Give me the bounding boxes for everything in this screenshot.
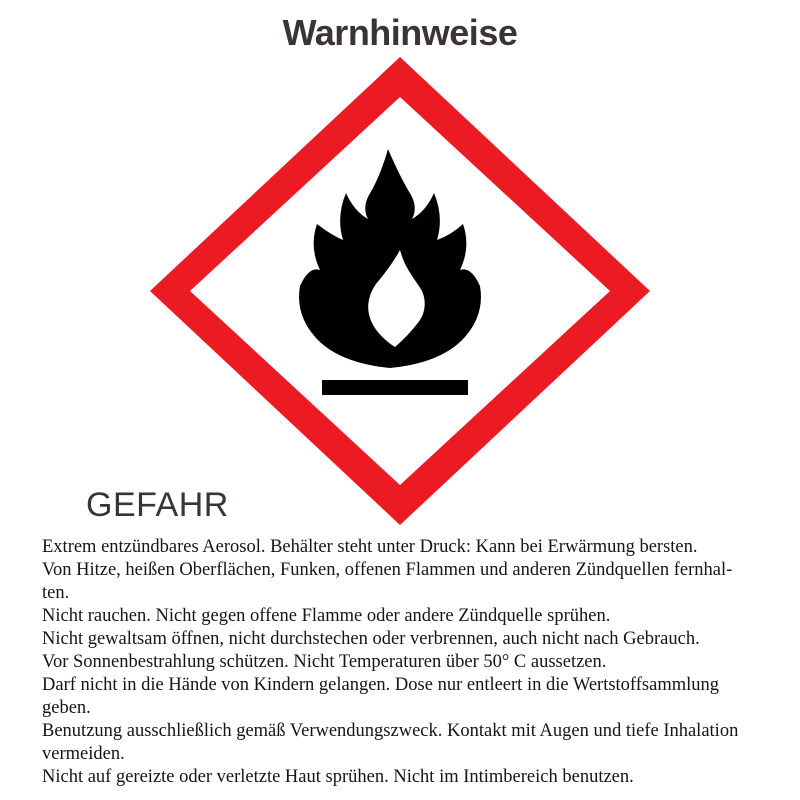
page-title: Warnhinweise [282,12,518,53]
warning-line: Nicht gewaltsam öffnen, nicht durchstechen oder verbrennen, auch nicht nach Gebrauch. [42,629,700,649]
warning-line: Extrem entzündbares Aerosol. Behälter steht unter Druck: Kann bei Erwärmung bersten. [42,537,698,557]
flame-base-bar-icon [322,380,468,395]
warning-line: Benutzung ausschließlich gemäß Verwendungszweck. Kontakt mit Augen und tiefe Inhalation [42,721,739,741]
diamond-inner-background [190,97,610,485]
warning-line: geben. [42,698,91,718]
signal-word-gefahr: GEFAHR [86,486,229,524]
warning-line: vermeiden. [42,744,125,764]
hazard-statements [42,536,790,789]
warning-line: Vor Sonnenbestrahlung schützen. Nicht Temperaturen über 50° C aussetzen. [42,652,607,672]
warning-line: ten. [42,583,70,603]
warning-line: Darf nicht in die Hände von Kindern gelangen. Dose nur entleert in die Wertstoffsammlung [42,675,720,695]
warning-line: Nicht rauchen. Nicht gegen offene Flamme oder andere Zündquelle sprühen. [42,606,611,626]
warning-line: Von Hitze, heißen Oberflächen, Funken, offenen Flammen und anderen Zündquellen fernhal- [42,560,733,580]
warning-line: Nicht auf gereizte oder verletzte Haut sprühen. Nicht im Intimbereich benutzen. [42,767,634,787]
